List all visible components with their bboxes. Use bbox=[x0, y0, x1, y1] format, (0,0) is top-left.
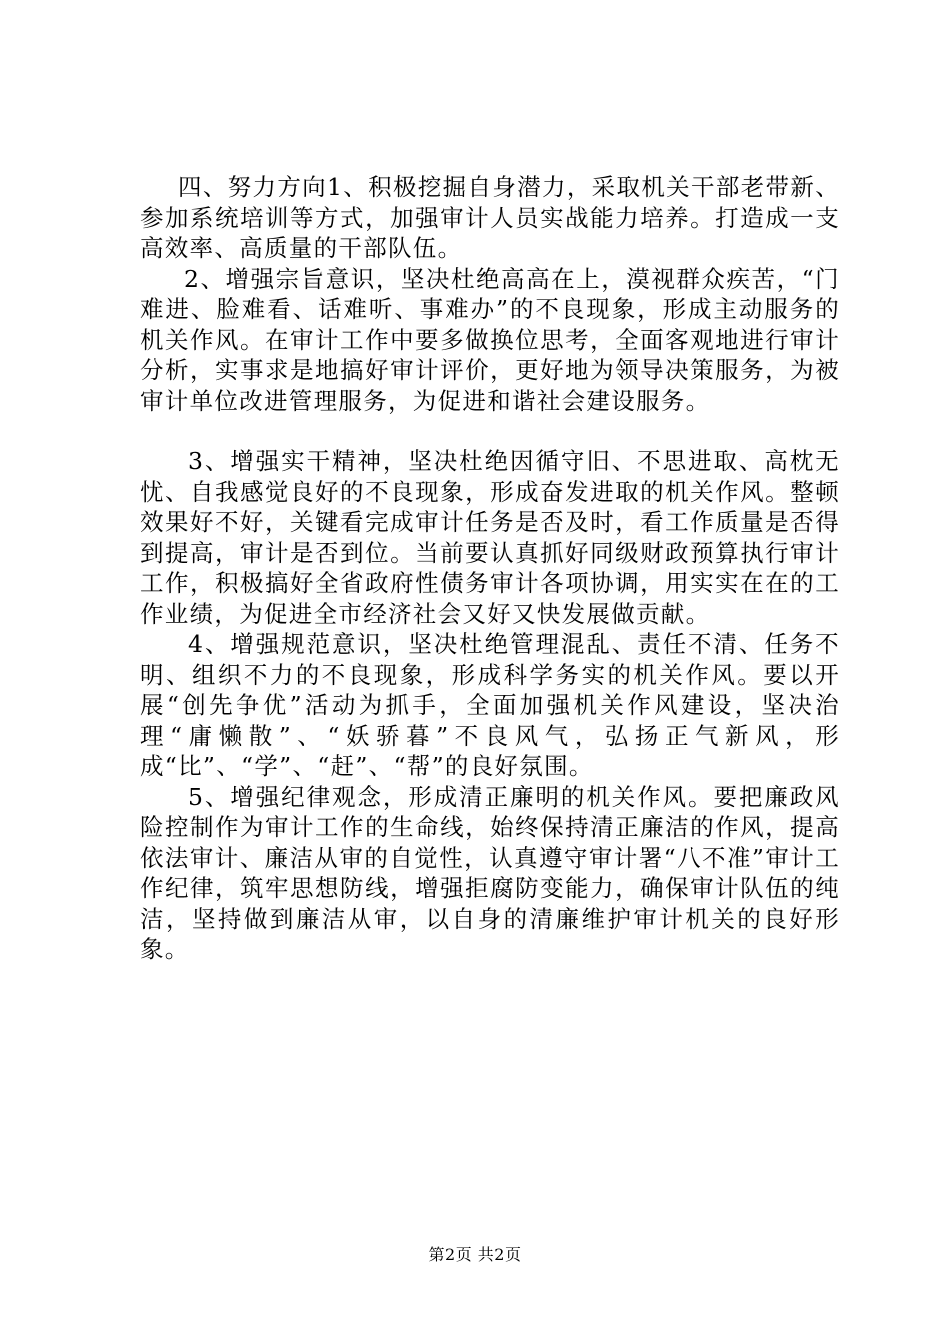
paragraph-direction-3: 3、增强实干精神，坚决杜绝因循守旧、不思进取、高枕无忧、自我感觉良好的不良现象，形成奋发进取的机关作风。整顿效果好不好，关键看完成审计任务是否及时，看工作质量是否得到提高，审计是否到位。当前要认真抓好同级财政预算执行审计工作，积极搞好全省政府性债务审计各项协调，用实实在在的工作业绩，为促进全市经济社会又好又快发展做贡献。 bbox=[140, 447, 840, 628]
paragraph-direction-5: 5、增强纪律观念，形成清正廉明的机关作风。要把廉政风险控制作为审计工作的生命线，始终保持清正廉洁的作风，提高依法审计、廉洁从审的自觉性，认真遵守审计署“八不准”审计工作纪律，筑牢思想防线，增强拒腐防变能力，确保审计队伍的纯洁，坚持做到廉洁从审，以自身的清廉维护审计机关的良好形象。 bbox=[140, 782, 840, 963]
paragraph-direction-4: 4、增强规范意识，坚决杜绝管理混乱、责任不清、任务不明、组织不力的不良现象，形成科学务实的机关作风。要以开展“创先争优”活动为抓手，全面加强机关作风建设，坚决治理“庸懒散”、“妖骄暮”不良风气，弘扬正气新风，形成“比”、“学”、“赶”、“帮”的良好氛围。 bbox=[140, 630, 840, 780]
paragraph-direction-1: 四、努力方向1、积极挖掘自身潜力，采取机关干部老带新、参加系统培训等方式，加强审计人员实战能力培养。打造成一支高效率、高质量的干部队伍。 bbox=[140, 173, 840, 262]
document-body bbox=[140, 172, 840, 965]
paragraph-direction-2: 2、增强宗旨意识，坚决杜绝高高在上，漠视群众疾苦，“门难进、脸难看、话难听、事难办”的不良现象，形成主动服务的机关作风。在审计工作中要多做换位思考，全面客观地进行审计分析，实事求是地搞好审计评价，更好地为领导决策服务，为被审计单位改进管理服务，为促进和谐社会建设服务。 bbox=[140, 264, 840, 415]
page-number-footer: 第2页 共2页 bbox=[428, 1245, 522, 1264]
